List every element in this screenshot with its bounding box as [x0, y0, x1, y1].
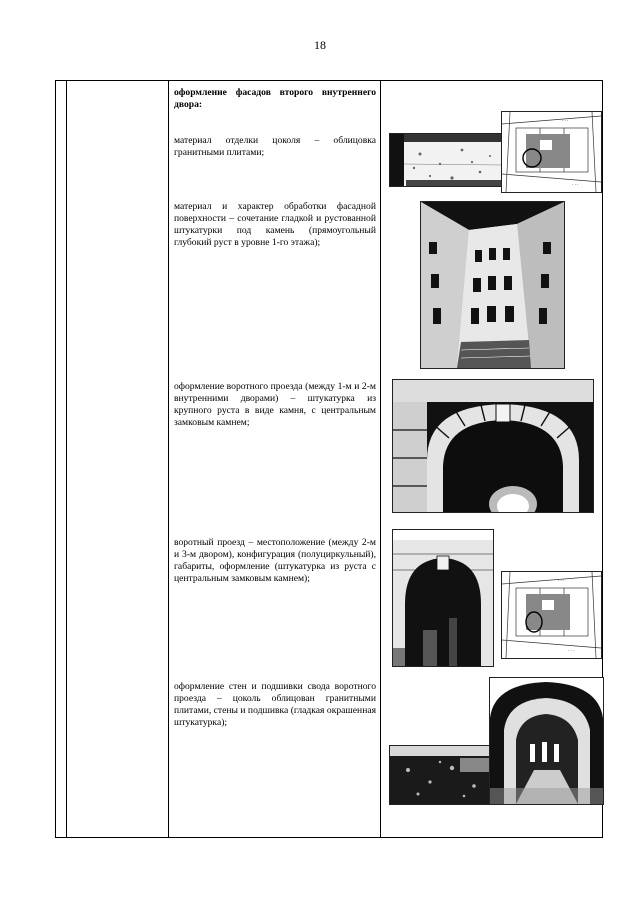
photo-courtyard-facade [420, 201, 565, 369]
photo-gate-arch-rustication [392, 379, 594, 513]
svg-text:· · ·: · · · [568, 648, 575, 653]
column-divider [168, 81, 169, 837]
svg-text:· · ·: · · · [562, 118, 569, 123]
svg-text:· · ·: · · · [572, 182, 579, 187]
site-plan-map-2 [501, 571, 602, 659]
photo-passage-vault [489, 677, 604, 805]
page-number: 18 [314, 38, 326, 52]
photo-semicircular-gate [392, 529, 494, 667]
features-table [55, 80, 603, 838]
column-divider [66, 81, 67, 837]
description-plinth: материал отделки цоколя – облицовка гранитными плитами; [174, 135, 376, 158]
description-gate-passage-1-2: оформление воротного проезда (между 1-м и 2-м внутренними дворами) – штукатурка из крупного руста в виде камня, с центральным замковым камнем; [174, 381, 376, 428]
photo-passage-wall-granite [389, 745, 491, 805]
description-passage-walls: оформление стен и подшивки свода воротного проезда – цоколь облицован гранитными плитами, стены и подшивка (гладкая окрашенная штукатурка); [174, 681, 376, 728]
site-plan-map-1 [501, 111, 602, 193]
description-facade-surface: материал и характер обработки фасадной поверхности – сочетание гладкой и рустованной штукатурки под камень (прямоугольный глубокий руст в уровне 1-го этажа); [174, 201, 376, 248]
column-divider [380, 81, 381, 837]
svg-text:· · ·: · · · [558, 578, 565, 583]
section-heading: оформление фасадов второго внутреннего двора: [174, 87, 376, 110]
description-gate-passage-2-3: воротный проезд – местоположение (между 2-м и 3-м двором), конфигурация (полуциркульный), габариты, оформление (штукатурка из руста с центральным замковым камнем); [174, 537, 376, 584]
photo-granite-plinth [389, 133, 503, 187]
